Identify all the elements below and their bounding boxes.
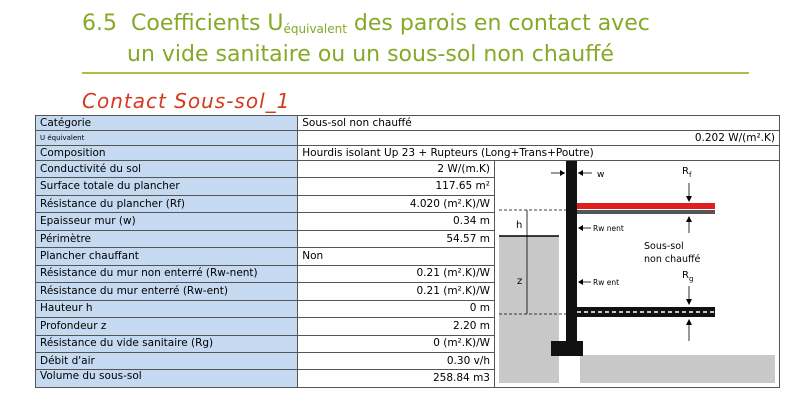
cell-value: 0 m bbox=[298, 300, 495, 317]
floor-slab-top bbox=[577, 203, 715, 209]
cell-label: Résistance du plancher (Rf) bbox=[36, 195, 298, 212]
rw-ent-label: Rw ent bbox=[593, 278, 620, 287]
cell-label: Volume du sous-sol bbox=[36, 370, 298, 388]
diagram-cell bbox=[495, 161, 780, 388]
rf-label: $R_f$ bbox=[682, 166, 692, 179]
section-heading bbox=[82, 11, 752, 68]
heading-title-pre: Coefficients U bbox=[131, 11, 284, 36]
section-number: 6.5 bbox=[82, 11, 117, 36]
cell-value: 258.84 m3 bbox=[298, 370, 495, 388]
cell-value: 54.57 m bbox=[298, 230, 495, 247]
h-label: h bbox=[516, 220, 523, 231]
cell-label: Catégorie bbox=[36, 116, 298, 131]
cell-label: Résistance du vide sanitaire (Rg) bbox=[36, 335, 298, 352]
subheading: Contact Sous-sol_1 bbox=[82, 89, 291, 113]
cell-label: U équivalent bbox=[36, 131, 298, 146]
table-row bbox=[36, 116, 780, 131]
rf-arrowhead-bottom bbox=[686, 216, 692, 222]
cell-label: Conductivité du sol bbox=[36, 161, 298, 178]
heading-rule bbox=[82, 72, 749, 74]
cell-value: Sous-sol non chauffé bbox=[298, 116, 780, 131]
rg-label: $R_g$ bbox=[682, 270, 694, 283]
cell-value: Non bbox=[298, 248, 495, 265]
cell-value: 2.20 m bbox=[298, 318, 495, 335]
cell-label: Surface totale du plancher bbox=[36, 178, 298, 195]
rw-nent-arrowhead bbox=[578, 225, 583, 231]
cell-value: 0.30 v/h bbox=[298, 352, 495, 369]
cell-value: Hourdis isolant Up 23 + Rupteurs (Long+Trans+Poutre) bbox=[298, 146, 780, 161]
cell-value: 117.65 m² bbox=[298, 178, 495, 195]
rg-arrowhead-top bbox=[686, 299, 692, 305]
z-label: z bbox=[517, 276, 523, 287]
cell-value: 0.34 m bbox=[298, 213, 495, 230]
table-row bbox=[36, 146, 780, 161]
rg-arrowhead-bottom bbox=[686, 319, 692, 325]
rw-ent-arrowhead bbox=[578, 279, 583, 285]
w-label: w bbox=[597, 170, 605, 180]
ground-fill bbox=[499, 236, 559, 383]
heading-title-sub: équivalent bbox=[283, 22, 347, 36]
cell-value: 4.020 (m².K)/W bbox=[298, 195, 495, 212]
table-row bbox=[36, 131, 780, 146]
room-label-line1: Sous-sol bbox=[644, 241, 684, 252]
cell-label: Plancher chauffant bbox=[36, 248, 298, 265]
rw-nent-label: Rw nent bbox=[593, 224, 624, 233]
room-label-line2: non chauffé bbox=[644, 254, 701, 265]
cell-label: Profondeur z bbox=[36, 318, 298, 335]
wall bbox=[566, 161, 577, 346]
cell-value: 0.21 (m².K)/W bbox=[298, 265, 495, 282]
cell-label: Périmètre bbox=[36, 230, 298, 247]
floor-slab-bottom bbox=[577, 210, 715, 214]
w-arrowhead-left bbox=[560, 170, 565, 176]
cell-label: Epaisseur mur (w) bbox=[36, 213, 298, 230]
cell-label: Composition bbox=[36, 146, 298, 161]
ground-under-floor bbox=[580, 355, 775, 383]
cell-value: 0 (m².K)/W bbox=[298, 335, 495, 352]
basement-diagram bbox=[499, 161, 775, 383]
table-row bbox=[36, 161, 780, 178]
cell-value: 0.21 (m².K)/W bbox=[298, 283, 495, 300]
cell-value: 2 W/(m.K) bbox=[298, 161, 495, 178]
cell-label: Hauteur h bbox=[36, 300, 298, 317]
cell-label: Résistance du mur non enterré (Rw-nent) bbox=[36, 265, 298, 282]
w-arrowhead-right bbox=[578, 170, 583, 176]
heading-line2: un vide sanitaire ou un sous-sol non chauffé bbox=[127, 42, 614, 67]
cell-label: Résistance du mur enterré (Rw-ent) bbox=[36, 283, 298, 300]
basement-floor bbox=[577, 307, 715, 317]
cell-label: Débit d'air bbox=[36, 352, 298, 369]
properties-table bbox=[35, 115, 780, 388]
cell-value: 0.202 W/(m².K) bbox=[298, 131, 780, 146]
heading-title-post: des parois en contact avec bbox=[346, 11, 650, 36]
rf-arrowhead-top bbox=[686, 196, 692, 202]
wall-footing bbox=[551, 341, 583, 356]
